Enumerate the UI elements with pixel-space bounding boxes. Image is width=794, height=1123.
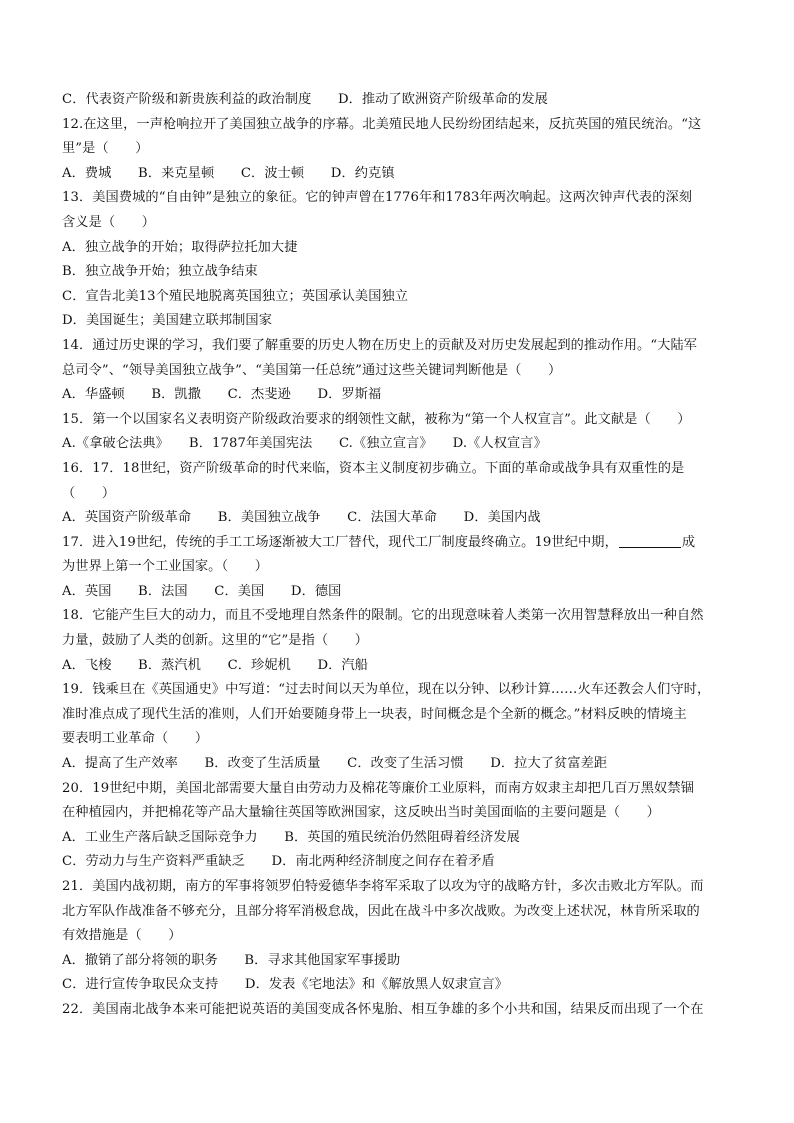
question-19-line-3: 要表明工业革命（ ） xyxy=(62,731,209,747)
question-20-options-ab: A．工业生产落后缺乏国际竞争力 B．英国的殖民统治仍然阻碍着经济发展 xyxy=(62,829,520,845)
question-21-line-3: 有效措施是（ ） xyxy=(62,928,182,944)
question-17-tail: 成 xyxy=(681,534,696,550)
question-13-option-a: A．独立战争的开始；取得萨拉托加大捷 xyxy=(62,239,298,255)
question-12-line-1: 12.在这里，一声枪响拉开了美国独立战争的序幕。北美殖民地人民纷纷团结起来，反抗英国的殖民统治。“这 xyxy=(62,116,702,132)
question-22-line-1: 22．美国南北战争本来可能把说英语的美国变成各怀鬼胎、相互争雄的多个小共和国，结果反而出现了一个在 xyxy=(62,1001,704,1017)
question-17-line-1 xyxy=(62,531,732,556)
question-13-option-b: B．独立战争开始；独立战争结束 xyxy=(62,264,258,280)
question-15-line-1: 15．第一个以国家名义表明资产阶级政治要求的纲领性文献，被称为“第一个人权宣言”。此文献是（ ） xyxy=(62,411,691,427)
question-13-line-2: 含义是（ ） xyxy=(62,214,156,230)
question-13-line-1: 13．美国费城的“自由钟”是独立的象征。它的钟声曾在1776年和1783年两次响起。这两次钟声代表的深刻 xyxy=(62,190,693,206)
question-20-options-cd: C．劳动力与生产资料严重缺乏 D．南北两种经济制度之间存在着矛盾 xyxy=(62,854,495,870)
answer-blank xyxy=(619,533,681,548)
question-18-line-1: 18．它能产生巨大的动力，而且不受地理自然条件的限制。它的出现意味着人类第一次用智慧释放出一种自然 xyxy=(62,608,704,624)
question-14-line-1: 14．通过历史课的学习，我们要了解重要的历史人物在历史上的贡献及对历史发展起到的推动作用。“大陆军 xyxy=(62,337,698,353)
text-line-1: C．代表资产阶级和新贵族利益的政治制度 D．推动了欧洲资产阶级革命的发展 xyxy=(62,92,548,107)
question-20-line-1: 20．19世纪中期，美国北部需要大量自由劳动力及棉花等廉价工业原料，而南方奴隶主却把几百万黑奴禁锢 xyxy=(62,780,694,796)
question-13-option-d: D．美国诞生；美国建立联邦制国家 xyxy=(62,313,272,329)
question-18-line-2: 力量，鼓励了人类的创新。这里的“它”是指（ ） xyxy=(62,633,369,649)
question-21-options-ab: A．撤销了部分将领的职务 B．寻求其他国家军事援助 xyxy=(62,952,401,968)
question-17-options: A．英国 B．法国 C．美国 D．德国 xyxy=(62,583,342,599)
question-21-line-1: 21．美国内战初期，南方的军事将领罗伯特爱德华李将军采取了以攻为守的战略方针，多次击败北方军队。而 xyxy=(62,879,704,894)
question-20-line-2: 在种植园内，并把棉花等产品大量输往英国等欧洲国家，这反映出当时美国面临的主要问题是（ ） xyxy=(62,805,660,821)
question-21-line-2: 北方军队作战准备不够充分，且部分将军消极怠战，因此在战斗中多次战败。为改变上述状况，林肯所采取的 xyxy=(62,903,700,919)
question-13-option-c: C．宣告北美13个殖民地脱离英国独立；英国承认美国独立 xyxy=(62,288,409,304)
question-16-options: A．英国资产阶级革命 B．美国独立战争 C．法国大革命 D．美国内战 xyxy=(62,510,541,526)
question-15-options: A.《拿破仑法典》 B．1787年美国宪法 C.《独立宣言》 D.《人权宣言》 xyxy=(62,436,547,452)
question-18-options: A．飞梭 B．蒸汽机 C．珍妮机 D．汽船 xyxy=(62,657,369,673)
question-19-options: A．提高了生产效率 B．改变了生活质量 C．改变了生活习惯 D．拉大了贫富差距 xyxy=(62,756,608,772)
question-19-line-1: 19．钱乘旦在《英国通史》中写道：“过去时间以天为单位，现在以分钟、以秒计算……火车还教会人们守时， xyxy=(62,682,711,698)
question-17-text: 17．进入19世纪，传统的手工工场逐渐被大工厂替代，现代工厂制度最终确立。19世纪中期， xyxy=(62,534,618,550)
question-14-line-2: 总司令”、“领导美国独立战争”、“美国第一任总统”通过这些关键词判断他是（ ） xyxy=(62,362,562,378)
question-12-options: A．费城 B．来克星顿 C．波士顿 D．约克镇 xyxy=(62,165,395,181)
question-16-line-1: 16．17．18世纪，资产阶级革命的时代来临，资本主义制度初步确立。下面的革命或战争具有双重性的是 xyxy=(62,460,685,476)
question-17-line-2: 为世界上第一个工业国家。（ ） xyxy=(62,559,268,575)
question-14-options: A．华盛顿 B．凯撒 C．杰斐逊 D．罗斯福 xyxy=(62,387,382,403)
question-12-line-2: 里”是（ ） xyxy=(62,141,149,157)
question-21-options-cd: C．进行宣传争取民众支持 D．发表《宅地法》和《解放黑人奴隶宣言》 xyxy=(62,977,509,993)
question-16-line-2: （ ） xyxy=(62,485,116,501)
question-19-line-2: 准时准点成了现代生活的准则，人们开始要随身带上一块表，时间概念是个全新的概念。”材料反映的情境主 xyxy=(62,706,687,722)
